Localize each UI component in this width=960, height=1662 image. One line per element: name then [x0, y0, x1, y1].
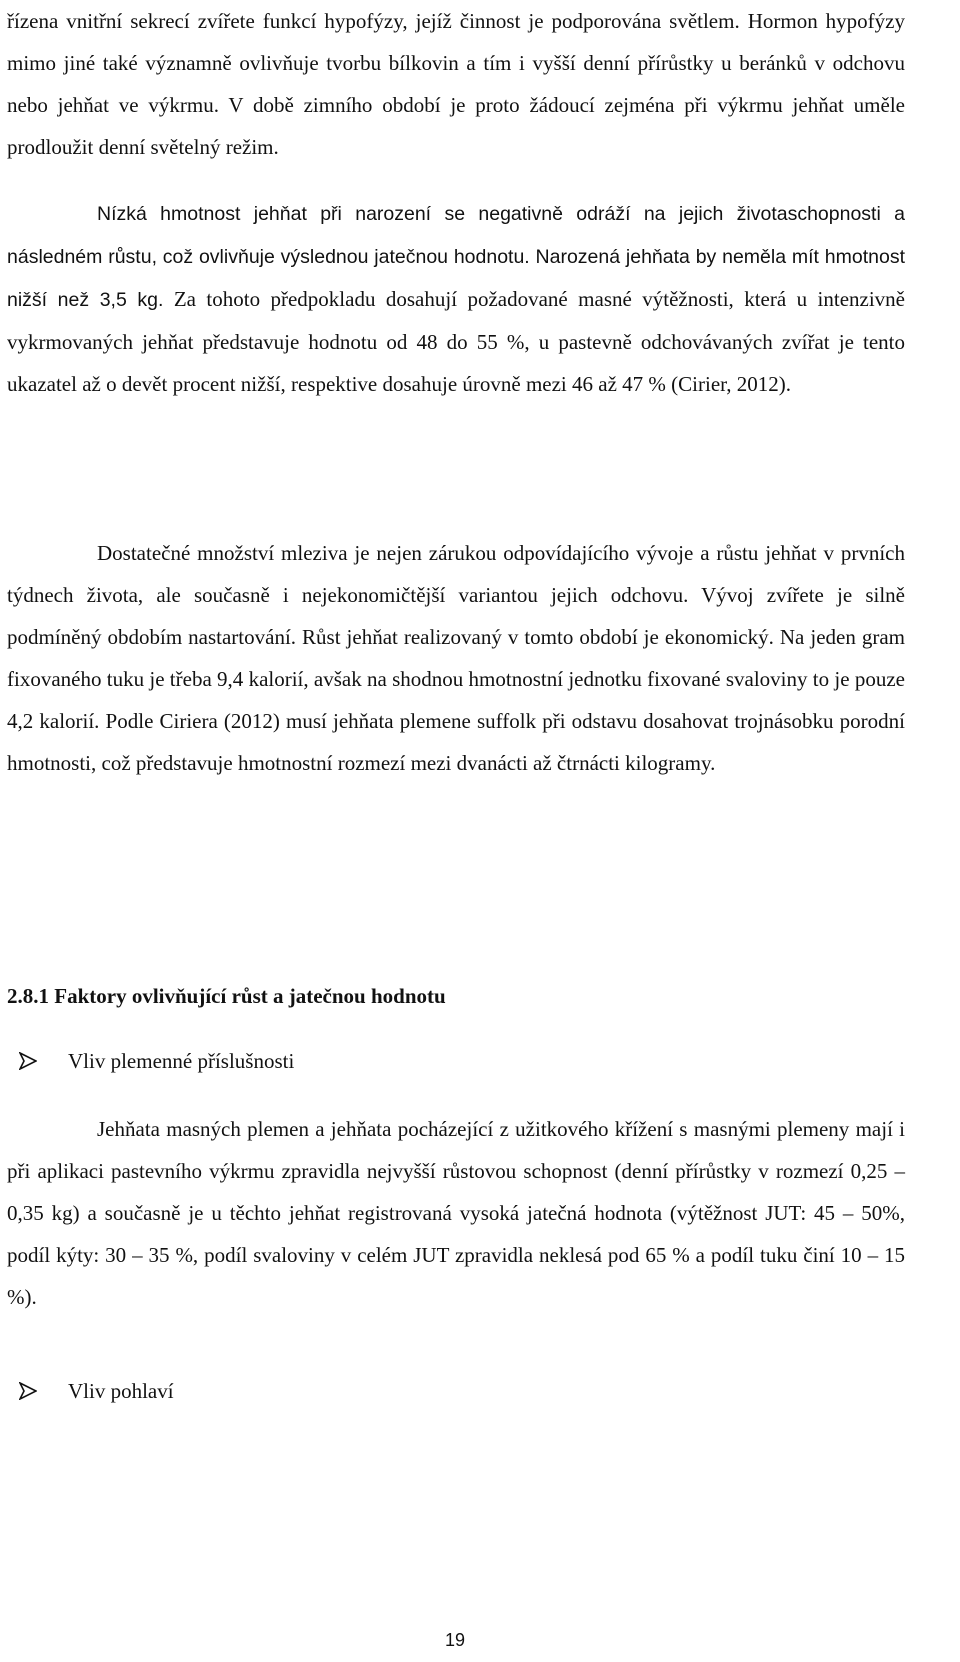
section-heading: 2.8.1 Faktory ovlivňující růst a jatečnou hodnotu [7, 984, 446, 1008]
bullet-label: Vliv plemenné příslušnosti [68, 1049, 295, 1073]
arrowhead-bullet-icon [19, 1052, 37, 1070]
paragraph-birth-weight [7, 192, 905, 405]
paragraph-intro: řízena vnitřní sekrecí zvířete funkcí hypofýzy, jejíž činnost je podporována světlem. Hormon hypofýzy mimo jiné také významně ovlivňuje tvorbu bílkovin a tím i vyšší denní přírůstky u beránků v odchovu nebo jehňat ve výkrmu. V době zimního období je proto žádoucí zejména při výkrmu jehňat uměle prodloužit denní světelný režim. [7, 9, 905, 159]
slaughter-yield-sentence: Za tohoto předpokladu dosahují požadované masné výtěžnosti, která u intenzivně vykrmovaných jehňat představuje hodnotu od 48 do 55 %, u pastevně odchovávaných zvířat je tento ukazatel až o devět procent nižší, respektive dosahuje úrovně mezi 46 až 47 % (Cirier, 2012). [7, 287, 905, 396]
paragraph-breed: Jehňata masných plemen a jehňata pocházející z užitkového křížení s masnými plemeny mají i při aplikaci pastevního výkrmu zpravidla nejvyšší růstovou schopnost (denní přírůstky v rozmezí 0,25 – 0,35 kg) a současně je u těchto jehňat registrovaná vysoká jatečná hodnota (výtěžnost JUT: 45 – 50%, podíl kýty: 30 – 35 %, podíl svaloviny v celém JUT zpravidla neklesá pod 65 % a podíl tuku činí 10 – 15 %). [7, 1117, 905, 1309]
paragraph-colostrum: Dostatečné množství mleziva je nejen zárukou odpovídajícího vývoje a růstu jehňat v prvních týdnech života, ale současně i nejekonomičtější variantou jejich odchovu. Vývoj zvířete je silně podmíněný obdobím nastartování. Růst jehňat realizovaný v tomto období je ekonomický. Na jeden gram fixovaného tuku je třeba 9,4 kalorií, avšak na shodnou hmotnostní jednotku fixované svaloviny to je pouze 4,2 kalorií. Podle Ciriera (2012) musí jehňata plemene suffolk při odstavu dosahovat trojnásobku porodní hmotnosti, což představuje hmotnostní rozmezí mezi dvanácti až čtrnácti kilogramy. [7, 541, 905, 775]
bullet-sex [19, 1370, 174, 1412]
bullet-breed [19, 1040, 294, 1082]
page-number: 19 [444, 1630, 466, 1650]
birth-weight-sentence: Nízká hmotnost jehňat při narození se negativně odráží na jejich životaschopnosti a následném růstu, což ovlivňuje výslednou jatečnou hodnotu. Narozená jehňata by neměla mít hmotnost nižší než 3,5 kg. [7, 203, 905, 311]
arrowhead-bullet-icon [19, 1382, 37, 1400]
bullet-label: Vliv pohlaví [68, 1379, 174, 1403]
